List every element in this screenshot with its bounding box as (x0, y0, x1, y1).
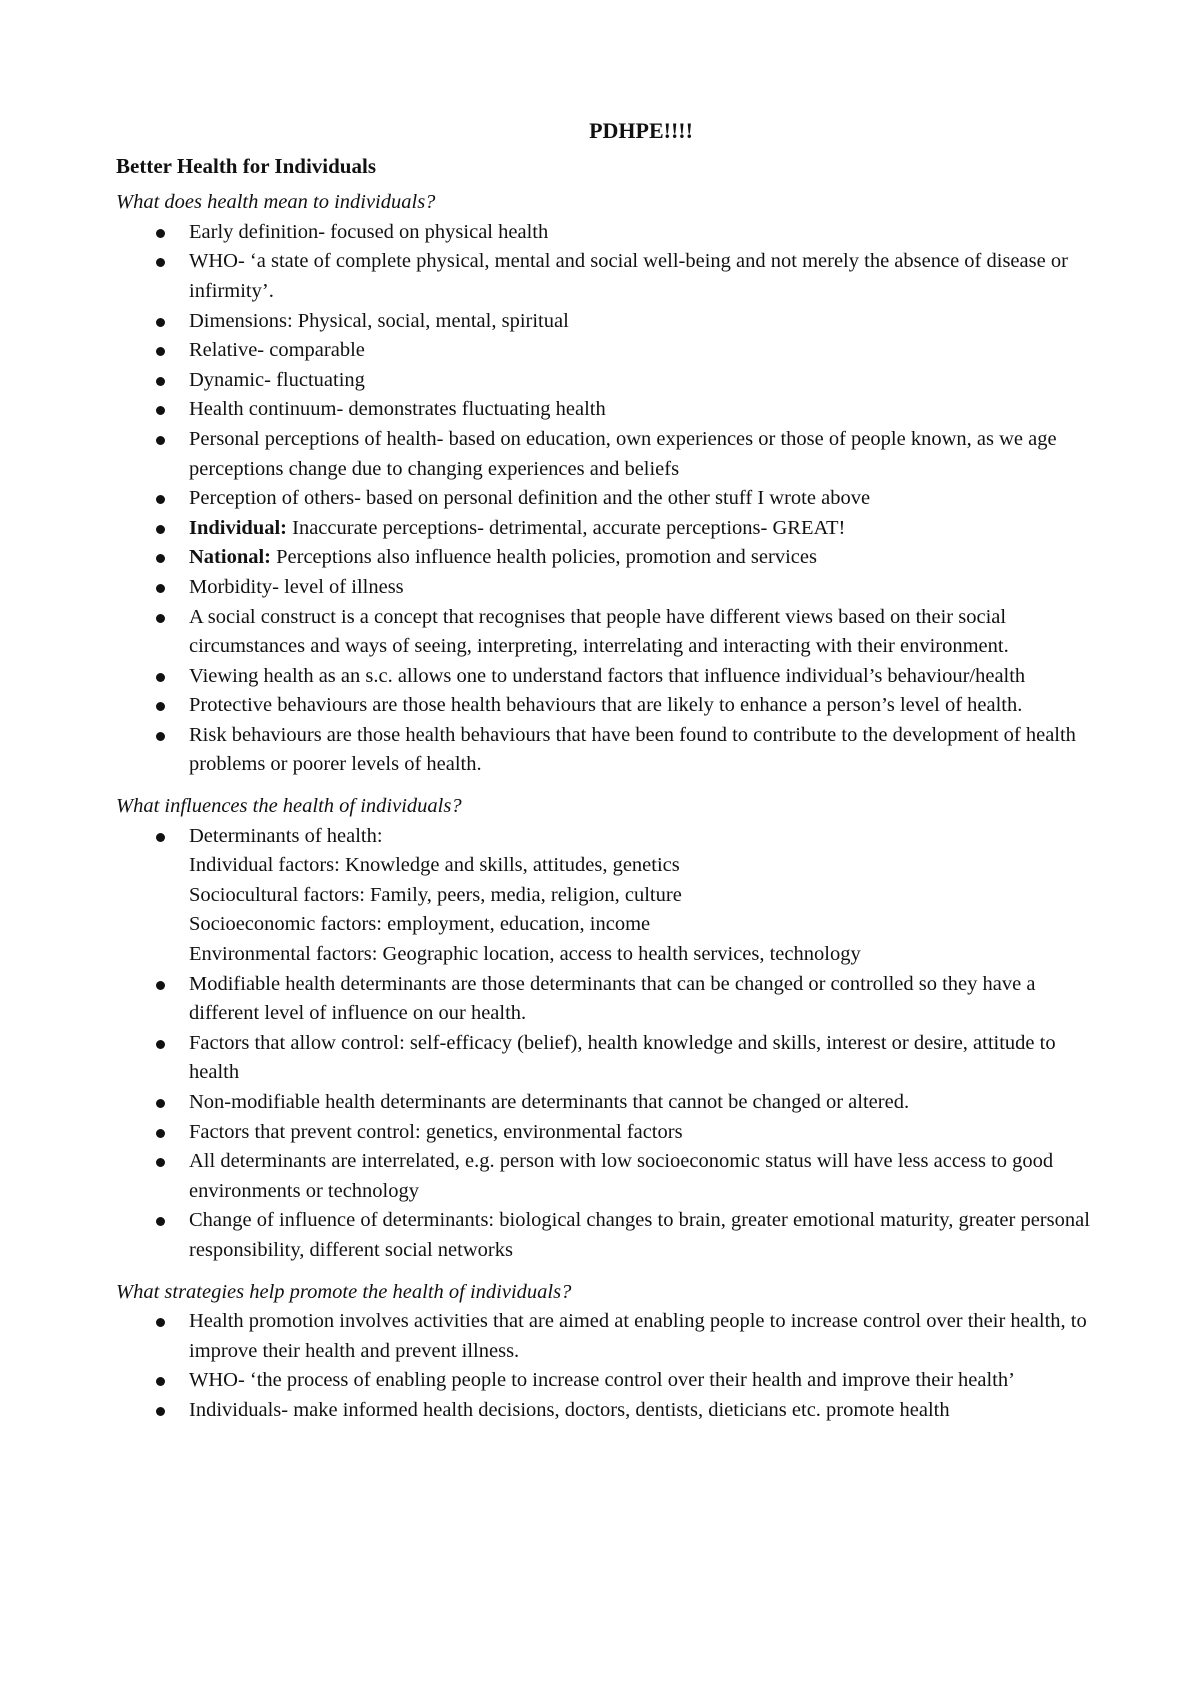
section-question: What does health mean to individuals? (116, 191, 436, 214)
bullet-dot-icon (156, 1318, 165, 1327)
list-item (116, 425, 1096, 484)
list-item (116, 573, 1096, 603)
bullet-dot-icon (156, 732, 165, 741)
bullet-list (116, 1307, 1096, 1425)
section-heading: Better Health for Individuals (116, 153, 376, 178)
bullet-text: Determinants of health: (189, 824, 383, 847)
list-item (116, 1307, 1096, 1366)
bullet-text: Non-modifiable health determinants are determinants that cannot be changed or altered. (189, 1091, 910, 1113)
bullet-text: All determinants are interrelated, e.g. person with low socioeconomic status will have less access to good environments or technology (189, 1150, 1054, 1202)
bullet-text: Morbidity- level of illness (189, 575, 404, 598)
bullet-dot-icon (156, 347, 165, 356)
list-item (116, 1118, 1096, 1148)
bullet-dot-icon (156, 525, 165, 534)
bullet-text: Inaccurate perceptions- detrimental, accurate perceptions- GREAT! (287, 516, 846, 539)
bullet-dot-icon (156, 673, 165, 682)
bullet-text: Perceptions also influence health policies, promotion and services (271, 546, 817, 569)
bullet-dot-icon (156, 406, 165, 415)
list-item (116, 247, 1096, 306)
bullet-dot-icon (156, 554, 165, 563)
list-item (116, 822, 1096, 970)
bullet-text: WHO- ‘the process of enabling people to increase control over their health and improve their health’ (189, 1369, 1015, 1392)
bullet-text: Perception of others- based on personal definition and the other stuff I wrote above (189, 487, 871, 510)
bullet-dot-icon (156, 1377, 165, 1386)
bullet-subline: Individual factors: Knowledge and skills, attitudes, genetics (189, 854, 680, 877)
page-title: PDHPE!!!! (589, 118, 693, 143)
bullet-dot-icon (156, 1407, 165, 1416)
bullet-dot-icon (156, 377, 165, 386)
list-item (116, 1396, 1096, 1426)
bullet-label: Individual: (189, 516, 287, 539)
list-item (116, 603, 1096, 662)
bullet-subline: Socioeconomic factors: employment, education, income (189, 913, 651, 936)
bullet-text: Health continuum- demonstrates fluctuating health (189, 398, 606, 421)
bullet-dot-icon (156, 614, 165, 623)
document-page (116, 116, 1096, 1426)
bullet-dot-icon (156, 318, 165, 327)
bullet-dot-icon (156, 1158, 165, 1167)
bullet-list (116, 822, 1096, 1266)
list-item (116, 1088, 1096, 1118)
list-item (116, 514, 1096, 544)
list-item (116, 662, 1096, 692)
bullet-dot-icon (156, 833, 165, 842)
list-item (116, 1206, 1096, 1265)
bullet-text: Personal perceptions of health- based on education, own experiences or those of people known, as we age perceptions change due to changing experiences and beliefs (189, 427, 1057, 480)
bullet-text: Early definition- focused on physical health (189, 220, 549, 243)
bullet-dot-icon (156, 1217, 165, 1226)
bullet-text: Health promotion involves activities that are aimed at enabling people to increase control over their health, to improve their health and prevent illness. (189, 1310, 1087, 1362)
bullet-dot-icon (156, 1099, 165, 1108)
bullet-dot-icon (156, 1040, 165, 1049)
list-item (116, 721, 1096, 780)
list-item (116, 336, 1096, 366)
bullet-text: WHO- ‘a state of complete physical, mental and social well-being and not merely the absence of disease or infirmity’. (189, 250, 1068, 302)
list-item (116, 218, 1096, 248)
list-item (116, 1366, 1096, 1396)
list-item (116, 366, 1096, 396)
bullet-text: Individuals- make informed health decisions, doctors, dentists, dieticians etc. promote health (189, 1398, 950, 1421)
list-item (116, 484, 1096, 514)
bullet-subline: Environmental factors: Geographic location, access to health services, technology (189, 943, 861, 966)
bullet-text: Factors that prevent control: genetics, environmental factors (189, 1120, 683, 1143)
bullet-dot-icon (156, 258, 165, 267)
list-item (116, 970, 1096, 1029)
bullet-text: Dynamic- fluctuating (189, 368, 365, 391)
document-body (116, 188, 1096, 1425)
bullet-dot-icon (156, 981, 165, 990)
bullet-text: Factors that allow control: self-efficacy (belief), health knowledge and skills, interest or desire, attitude to health (189, 1031, 1056, 1084)
list-item (116, 691, 1096, 721)
bullet-text: Viewing health as an s.c. allows one to understand factors that influence individual’s behaviour/health (189, 664, 1026, 687)
list-item (116, 395, 1096, 425)
bullet-text: Risk behaviours are those health behaviours that have been found to contribute to the development of health problems or poorer levels of health. (189, 723, 1076, 776)
list-item (116, 543, 1096, 573)
bullet-dot-icon (156, 495, 165, 504)
bullet-text: Relative- comparable (189, 339, 365, 362)
bullet-text: Protective behaviours are those health behaviours that are likely to enhance a person’s level of health. (189, 694, 1023, 717)
list-item (116, 1147, 1096, 1206)
bullet-text: A social construct is a concept that recognises that people have different views based on their social circumstances and ways of seeing, interpreting, interrelating and interacting with their environment. (189, 605, 1009, 658)
list-item (116, 307, 1096, 337)
bullet-list (116, 218, 1096, 780)
bullet-text: Dimensions: Physical, social, mental, spiritual (189, 309, 569, 332)
section-question: What influences the health of individuals? (116, 795, 462, 818)
bullet-label: National: (189, 546, 271, 569)
bullet-dot-icon (156, 436, 165, 445)
bullet-subline: Sociocultural factors: Family, peers, media, religion, culture (189, 883, 682, 906)
section-question: What strategies help promote the health of individuals? (116, 1280, 572, 1303)
bullet-dot-icon (156, 1129, 165, 1138)
bullet-dot-icon (156, 584, 165, 593)
bullet-text: Modifiable health determinants are those determinants that can be changed or controlled so they have a different level of influence on our health. (189, 972, 1036, 1025)
bullet-dot-icon (156, 229, 165, 238)
bullet-dot-icon (156, 702, 165, 711)
list-item (116, 1029, 1096, 1088)
bullet-text: Change of influence of determinants: biological changes to brain, greater emotional maturity, greater personal responsibility, different social networks (189, 1209, 1090, 1261)
